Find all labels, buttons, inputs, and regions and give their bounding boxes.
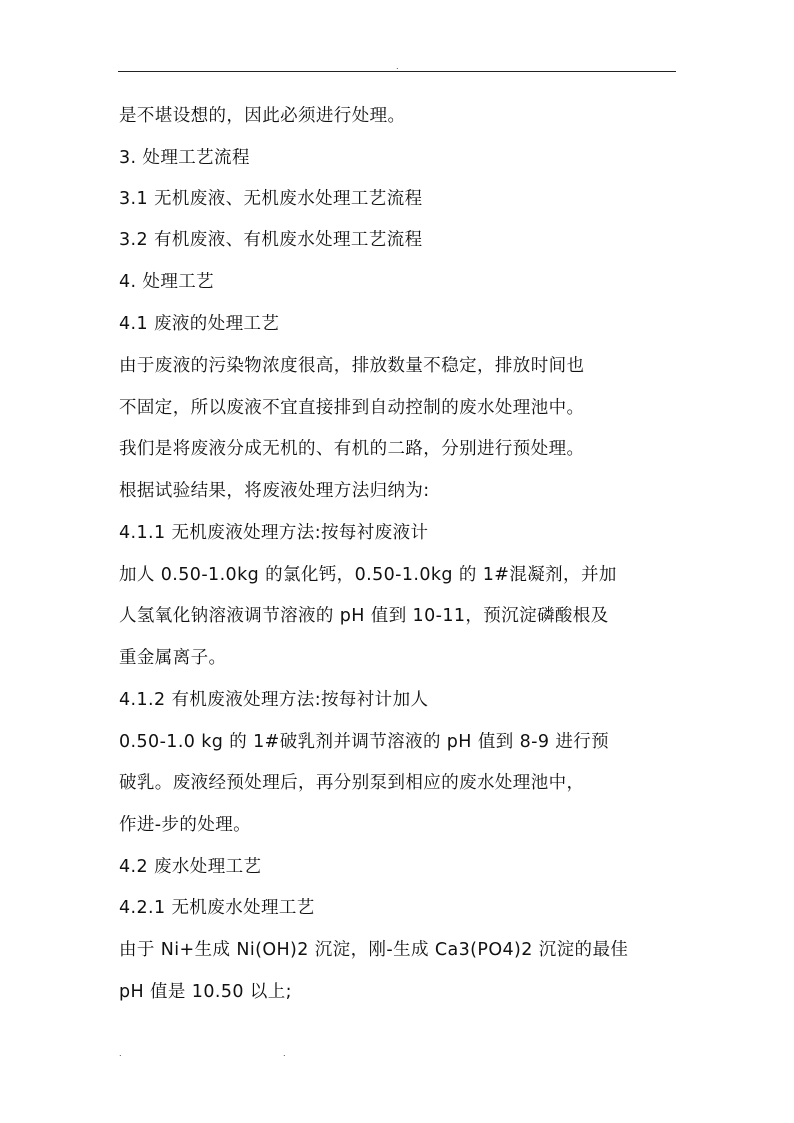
subsubsection-heading: 4.1.1 无机废液处理方法:按每衬废液计 (119, 523, 429, 543)
paragraph-line: 加人 0.50-1.0kg 的氯化钙，0.50-1.0kg 的 1#混凝剂，并加 (119, 565, 617, 585)
section-heading: 4. 处理工艺 (119, 272, 215, 292)
paragraph-line: pH 值是 10.50 以上; (119, 982, 292, 1002)
paragraph-line: 破乳。废液经预处理后，再分别泵到相应的废水处理池中， (119, 773, 585, 793)
subsection-heading: 4.1 废液的处理工艺 (119, 314, 280, 334)
paragraph-line: 由于 Ni+生成 Ni(OH)2 沉淀，刚-生成 Ca3(PO4)2 沉淀的最佳 (119, 940, 629, 960)
subsubsection-heading: 4.2.1 无机废水处理工艺 (119, 898, 315, 918)
footer-dot-right: . (283, 1049, 286, 1058)
paragraph-line: 0.50-1.0 kg 的 1#破乳剂并调节溶液的 pH 值到 8-9 进行预 (119, 732, 610, 752)
header-dot: . (396, 62, 399, 71)
subsection-heading: 3.1 无机废液、无机废水处理工艺流程 (119, 189, 423, 209)
paragraph-line: 重金属离子。 (119, 648, 227, 668)
paragraph-line: 不固定，所以废液不宜直接排到自动控制的废水处理池中。 (119, 398, 585, 418)
paragraph-line: 由于废液的污染物浓度很高，排放数量不稳定，排放时间也 (119, 356, 585, 376)
section-heading: 3. 处理工艺流程 (119, 148, 250, 168)
paragraph-line: 作进-步的处理。 (119, 815, 252, 835)
subsection-heading: 3.2 有机废液、有机废水处理工艺流程 (119, 230, 423, 250)
header-rule (118, 71, 676, 72)
paragraph-line: 人氢氧化钠溶液调节溶液的 pH 值到 10-11，预沉淀磷酸根及 (119, 606, 609, 626)
subsubsection-heading: 4.1.2 有机废液处理方法:按每衬计加人 (119, 690, 429, 710)
paragraph-line: 根据试验结果，将废液处理方法归纳为: (119, 481, 430, 501)
paragraph-line: 我们是将废液分成无机的、有机的二路，分别进行预处理。 (119, 439, 585, 459)
paragraph-line: 是不堪设想的，因此必须进行处理。 (119, 106, 406, 126)
footer-dot-left: . (119, 1049, 122, 1058)
subsection-heading: 4.2 废水处理工艺 (119, 857, 262, 877)
